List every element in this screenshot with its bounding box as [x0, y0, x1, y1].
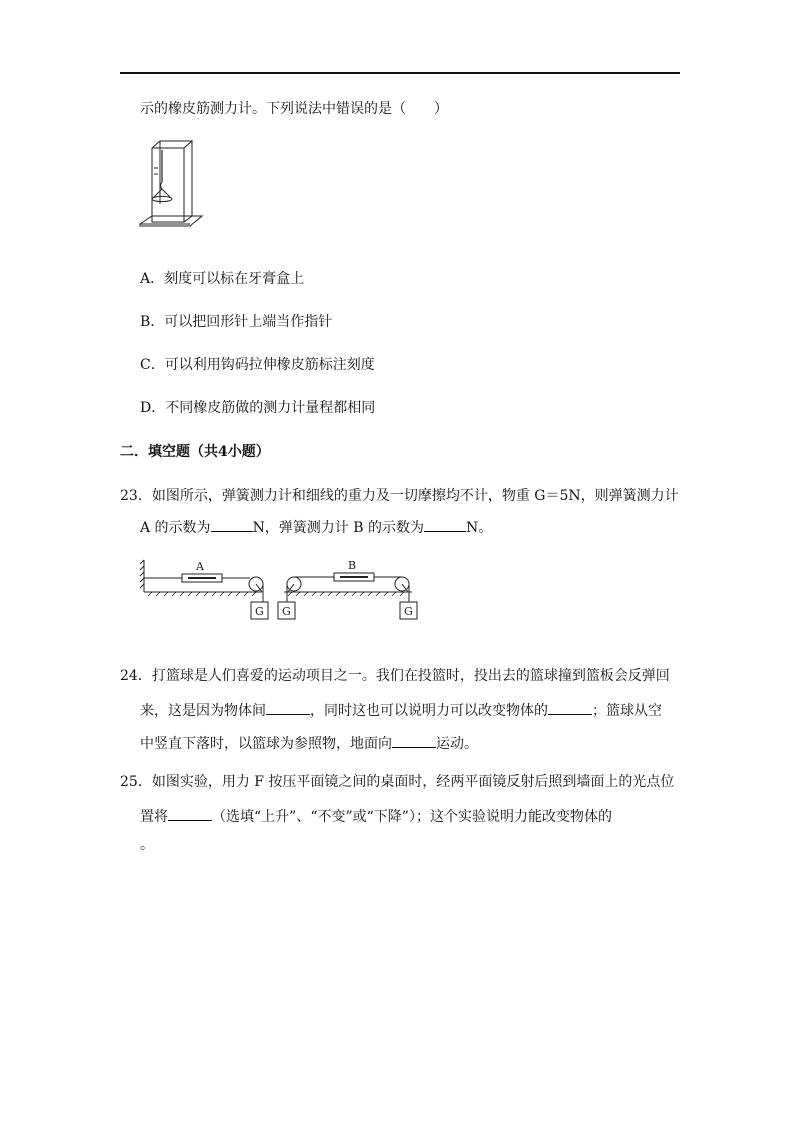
q24-text-c: ；篮球从空: [592, 703, 662, 719]
q23-line2: [140, 517, 492, 537]
q23-blank-a: [211, 517, 253, 532]
q24-line1: 24．打篮球是人们喜爱的运动项目之一。我们在投篮时，投出去的篮球撞到篮板会反弹回: [120, 668, 670, 684]
weight-label-2: G: [282, 605, 291, 618]
header-rule: [120, 72, 680, 74]
q22-figure-rubber-band-meter: [138, 138, 210, 230]
q22-option-c: C．可以利用钩码拉伸橡皮筋标注刻度: [140, 357, 375, 373]
q23-figure-spring-scales: [138, 556, 423, 626]
scale-a-label: A: [196, 560, 204, 573]
q22-stem: 示的橡皮筋测力计。下列说法中错误的是（ ）: [140, 101, 448, 117]
weight-label-1: G: [255, 605, 264, 618]
q24-text-d: 中竖直下落时，以篮球为参照物，地面向: [140, 736, 392, 752]
scale-b-label: B: [348, 559, 357, 572]
q23-text-c: N。: [466, 520, 493, 536]
q22-option-b: B．可以把回形针上端当作指针: [140, 314, 333, 330]
q25-line2: [140, 806, 612, 826]
q23-blank-b: [424, 517, 466, 532]
q22-option-a: A．刻度可以标在牙膏盒上: [140, 271, 305, 287]
q24-blank-2: [548, 700, 592, 715]
q23-text-a: A 的示数为: [140, 520, 211, 536]
q24-blank-3: [392, 733, 436, 748]
q25-text-b: （选填“上升”、“不变”或“下降”）；这个实验说明力能改变物体的: [212, 809, 612, 825]
q24-blank-1: [266, 700, 310, 715]
weight-label-3: G: [404, 605, 413, 618]
q25-text-a: 置将: [140, 809, 168, 825]
section-heading: 二．填空题（共4小题）: [120, 444, 270, 460]
q25-line3: 。: [140, 837, 154, 853]
q22-option-d: D．不同橡皮筋做的测力计量程都相同: [140, 400, 376, 416]
q25-blank-1: [168, 806, 212, 821]
q24-text-e: 运动。: [436, 736, 478, 752]
q23-text-b: N，弹簧测力计 B 的示数为: [252, 520, 425, 536]
q24-text-a: 来，这是因为物体间: [140, 703, 266, 719]
q24-text-b: ，同时这也可以说明力可以改变物体的: [310, 703, 548, 719]
q25-line1: 25．如图实验，用力 F 按压平面镜之间的桌面时，经两平面镜反射后照到墙面上的光点位: [120, 774, 675, 790]
q24-line3: [140, 733, 478, 753]
q23-line1: 23．如图所示，弹簧测力计和细线的重力及一切摩擦均不计，物重 G＝5N，则弹簧测力计: [120, 488, 679, 504]
q24-line2: [140, 700, 662, 720]
